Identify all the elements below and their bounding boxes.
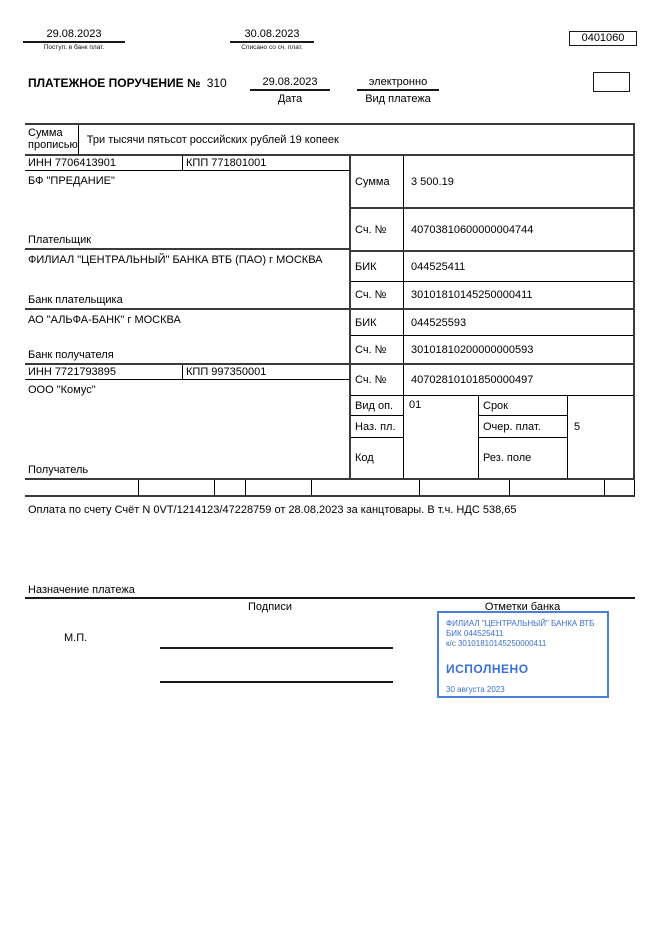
received-date-field	[23, 28, 125, 51]
payer-bank-name: ФИЛИАЛ "ЦЕНТРАЛЬНЫЙ" БАНКА ВТБ (ПАО) г МОСКВА	[28, 254, 323, 266]
amount-words-label: Сумма прописью	[25, 125, 79, 154]
payer-account-value: 40703810600000004744	[411, 223, 534, 236]
purpose-text: Оплата по счету Счёт N 0VT/1214123/47228759 от 28.08.2023 за канцтовары. В т.ч. НДС 538,65	[28, 504, 517, 516]
payee-bank-label: Банк получателя	[28, 349, 114, 361]
payee-account-label: Сч. №	[351, 365, 404, 395]
payer-bank-account-label: Сч. №	[351, 282, 404, 308]
payee-bank-account-value: 30101810200000000593	[411, 343, 534, 356]
payee-bank-account-label: Сч. №	[351, 336, 404, 363]
payee-bank-bik-row	[351, 310, 633, 336]
payer-block	[25, 171, 349, 250]
left-column	[25, 156, 349, 480]
payee-account-value: 40702810101850000497	[411, 374, 534, 386]
operation-grid	[351, 396, 633, 480]
payer-bank-bik-value: 044525411	[411, 260, 466, 273]
payer-bank-block	[25, 250, 349, 310]
op-kind-value: 01	[404, 396, 479, 478]
payer-account-label: Сч. №	[351, 209, 404, 250]
payer-label: Плательщик	[28, 234, 92, 246]
stamp-corr-account: к/с 30101810145250000411	[446, 639, 547, 648]
reserve-label: Рез. поле	[483, 452, 532, 464]
stamp-bik: БИК 044525411	[446, 629, 504, 638]
signature-line-1	[160, 647, 393, 649]
signature-line-2	[160, 681, 393, 683]
bank-marks-label: Отметки банка	[484, 601, 561, 613]
document-date-caption: Дата	[277, 93, 303, 105]
payee-inn: ИНН 7721793895	[25, 365, 183, 379]
payment-kind-field	[357, 76, 439, 105]
term-value	[568, 396, 633, 416]
bottom-field-cell	[215, 480, 246, 495]
payer-bank-label: Банк плательщика	[28, 294, 123, 306]
bank-stamp	[437, 611, 609, 698]
payer-account-row	[351, 209, 633, 252]
received-date-caption: Поступ. в банк плат.	[43, 44, 105, 51]
term-label: Срок	[479, 396, 567, 416]
debited-date-field	[230, 28, 314, 51]
payee-bank-bik-label: БИК	[351, 310, 404, 335]
payee-bank-block	[25, 310, 349, 365]
purpose-divider-line	[25, 597, 635, 599]
term-label-column	[479, 396, 568, 478]
payer-bank-account-value: 30101810145250000411	[411, 289, 533, 301]
payee-label: Получатель	[28, 464, 89, 476]
right-column	[349, 156, 635, 480]
payer-name: БФ "ПРЕДАНИЕ"	[28, 175, 115, 187]
debited-date-caption: Списано со сч. плат.	[241, 44, 303, 51]
bottom-field-cell	[139, 480, 215, 495]
payment-kind-caption: Вид платежа	[365, 93, 431, 105]
payment-kind-value: электронно	[357, 76, 439, 91]
priority-value: 5	[574, 421, 581, 433]
bottom-field-cell	[312, 480, 420, 495]
bottom-field-cell	[510, 480, 605, 495]
bottom-field-cell	[25, 480, 139, 495]
status-box	[593, 72, 630, 92]
stamp-place-label: М.П.	[64, 632, 88, 644]
payer-bank-bik-row	[351, 252, 633, 282]
amount-label: Сумма	[351, 156, 404, 207]
payer-inn: ИНН 7706413901	[25, 156, 183, 170]
document-number: 310	[206, 76, 227, 90]
amount-words-value: Три тысячи пятьсот российских рублей 19 копеек	[86, 133, 339, 146]
stamp-date: 30 августа 2023	[446, 685, 505, 694]
document-date-value: 29.08.2023	[250, 76, 330, 91]
payee-block	[25, 380, 349, 480]
purpose-label: Назначение платежа	[28, 584, 135, 596]
title-text: ПЛАТЕЖНОЕ ПОРУЧЕНИЕ №	[28, 76, 201, 90]
amount-value: 3 500.19	[411, 175, 454, 188]
op-kind-label: Вид оп.	[351, 396, 403, 416]
bottom-fields-row	[25, 480, 635, 497]
payee-account-row	[351, 365, 633, 396]
signatures-label: Подписи	[248, 601, 292, 613]
stamp-bank-name: ФИЛИАЛ "ЦЕНТРАЛЬНЫЙ" БАНКА ВТБ	[446, 619, 595, 628]
code-label: Код	[355, 452, 374, 464]
form-code: 0401060	[581, 32, 625, 44]
document-date-field	[250, 76, 330, 105]
payer-inn-kpp-row	[25, 156, 349, 171]
priority-label: Очер. плат.	[479, 416, 567, 438]
term-value-column	[568, 396, 633, 478]
bottom-field-cell	[246, 480, 312, 495]
amount-row	[351, 156, 633, 209]
op-label-column	[351, 396, 404, 478]
payee-bank-name: АО "АЛЬФА-БАНК" г МОСКВА	[28, 314, 181, 326]
form-code-box	[569, 31, 637, 46]
amount-words-row	[25, 123, 635, 156]
stamp-status: ИСПОЛНЕНО	[446, 662, 529, 676]
payer-kpp: КПП 771801001	[186, 157, 267, 169]
payee-bank-account-row	[351, 336, 633, 365]
payee-inn-kpp-row	[25, 365, 349, 380]
pay-name-label: Наз. пл.	[351, 416, 403, 438]
document-title	[28, 76, 227, 90]
bottom-field-cell	[420, 480, 510, 495]
payee-kpp: КПП 997350001	[186, 366, 267, 378]
debited-date-value: 30.08.2023	[230, 28, 314, 43]
payer-bank-account-row	[351, 282, 633, 310]
payee-bank-bik-value: 044525593	[411, 316, 467, 329]
received-date-value: 29.08.2023	[23, 28, 125, 43]
payee-name: ООО "Комус"	[28, 384, 96, 396]
bottom-field-cell	[605, 480, 634, 495]
payer-bank-bik-label: БИК	[351, 252, 404, 281]
